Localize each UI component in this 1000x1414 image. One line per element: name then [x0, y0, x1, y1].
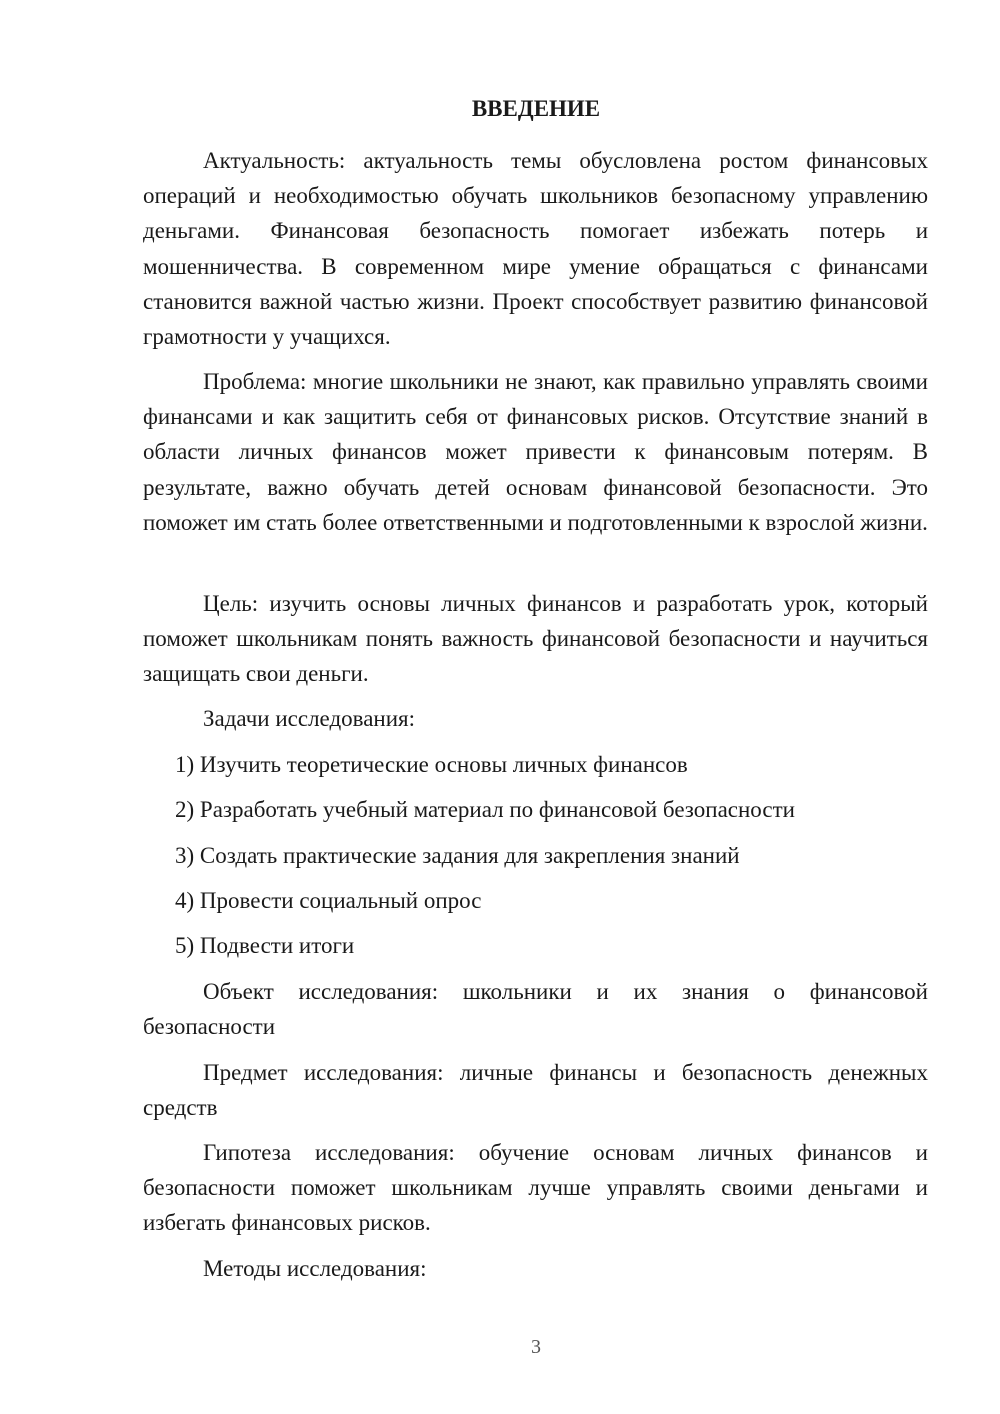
- page-heading: ВВЕДЕНИЕ: [471, 96, 601, 121]
- page-number: 3: [531, 1336, 541, 1358]
- methods-title: Методы исследования:: [203, 1256, 427, 1281]
- paragraph-goal: Цель: изучить основы личных финансов и разработать урок, который поможет школьникам понять важность финансовой безопасности и научиться защищать свои деньги.: [143, 591, 928, 687]
- paragraph-problem: Проблема: многие школьники не знают, как правильно управлять своими финансами и как защитить себя от финансовых рисков. Отсутствие знаний в области личных финансов может привести к финансовым потерям. В результате, важно обучать детей основам финансовой безопасности. Это поможет им стать более ответственными и подготовленными к взрослой жизни.: [143, 369, 928, 535]
- task-item-3: 3) Создать практические задания для закрепления знаний: [175, 843, 740, 868]
- paragraph-subject: Предмет исследования: личные финансы и безопасность денежных средств: [143, 1060, 928, 1121]
- task-item-1: 1) Изучить теоретические основы личных финансов: [175, 752, 688, 777]
- paragraph-relevance: Актуальность: актуальность темы обусловлена ростом финансовых операций и необходимостью обучать школьников безопасному управлению деньгами. Финансовая безопасность помогает избежать потерь и мошенничества. В современном мире умение обращаться с финансами становится важной частью жизни. Проект способствует развитию финансовой грамотности у учащихся.: [143, 148, 928, 350]
- tasks-title: Задачи исследования:: [203, 706, 416, 731]
- paragraph-hypothesis: Гипотеза исследования: обучение основам личных финансов и безопасности поможет школьникам лучше управлять своими деньгами и избегать финансовых рисков.: [143, 1140, 928, 1236]
- task-item-4: 4) Провести социальный опрос: [175, 888, 482, 913]
- paragraph-object: Объект исследования: школьники и их знания о финансовой безопасности: [143, 979, 928, 1040]
- task-item-2: 2) Разработать учебный материал по финансовой безопасности: [175, 797, 795, 822]
- task-item-5: 5) Подвести итоги: [175, 933, 355, 958]
